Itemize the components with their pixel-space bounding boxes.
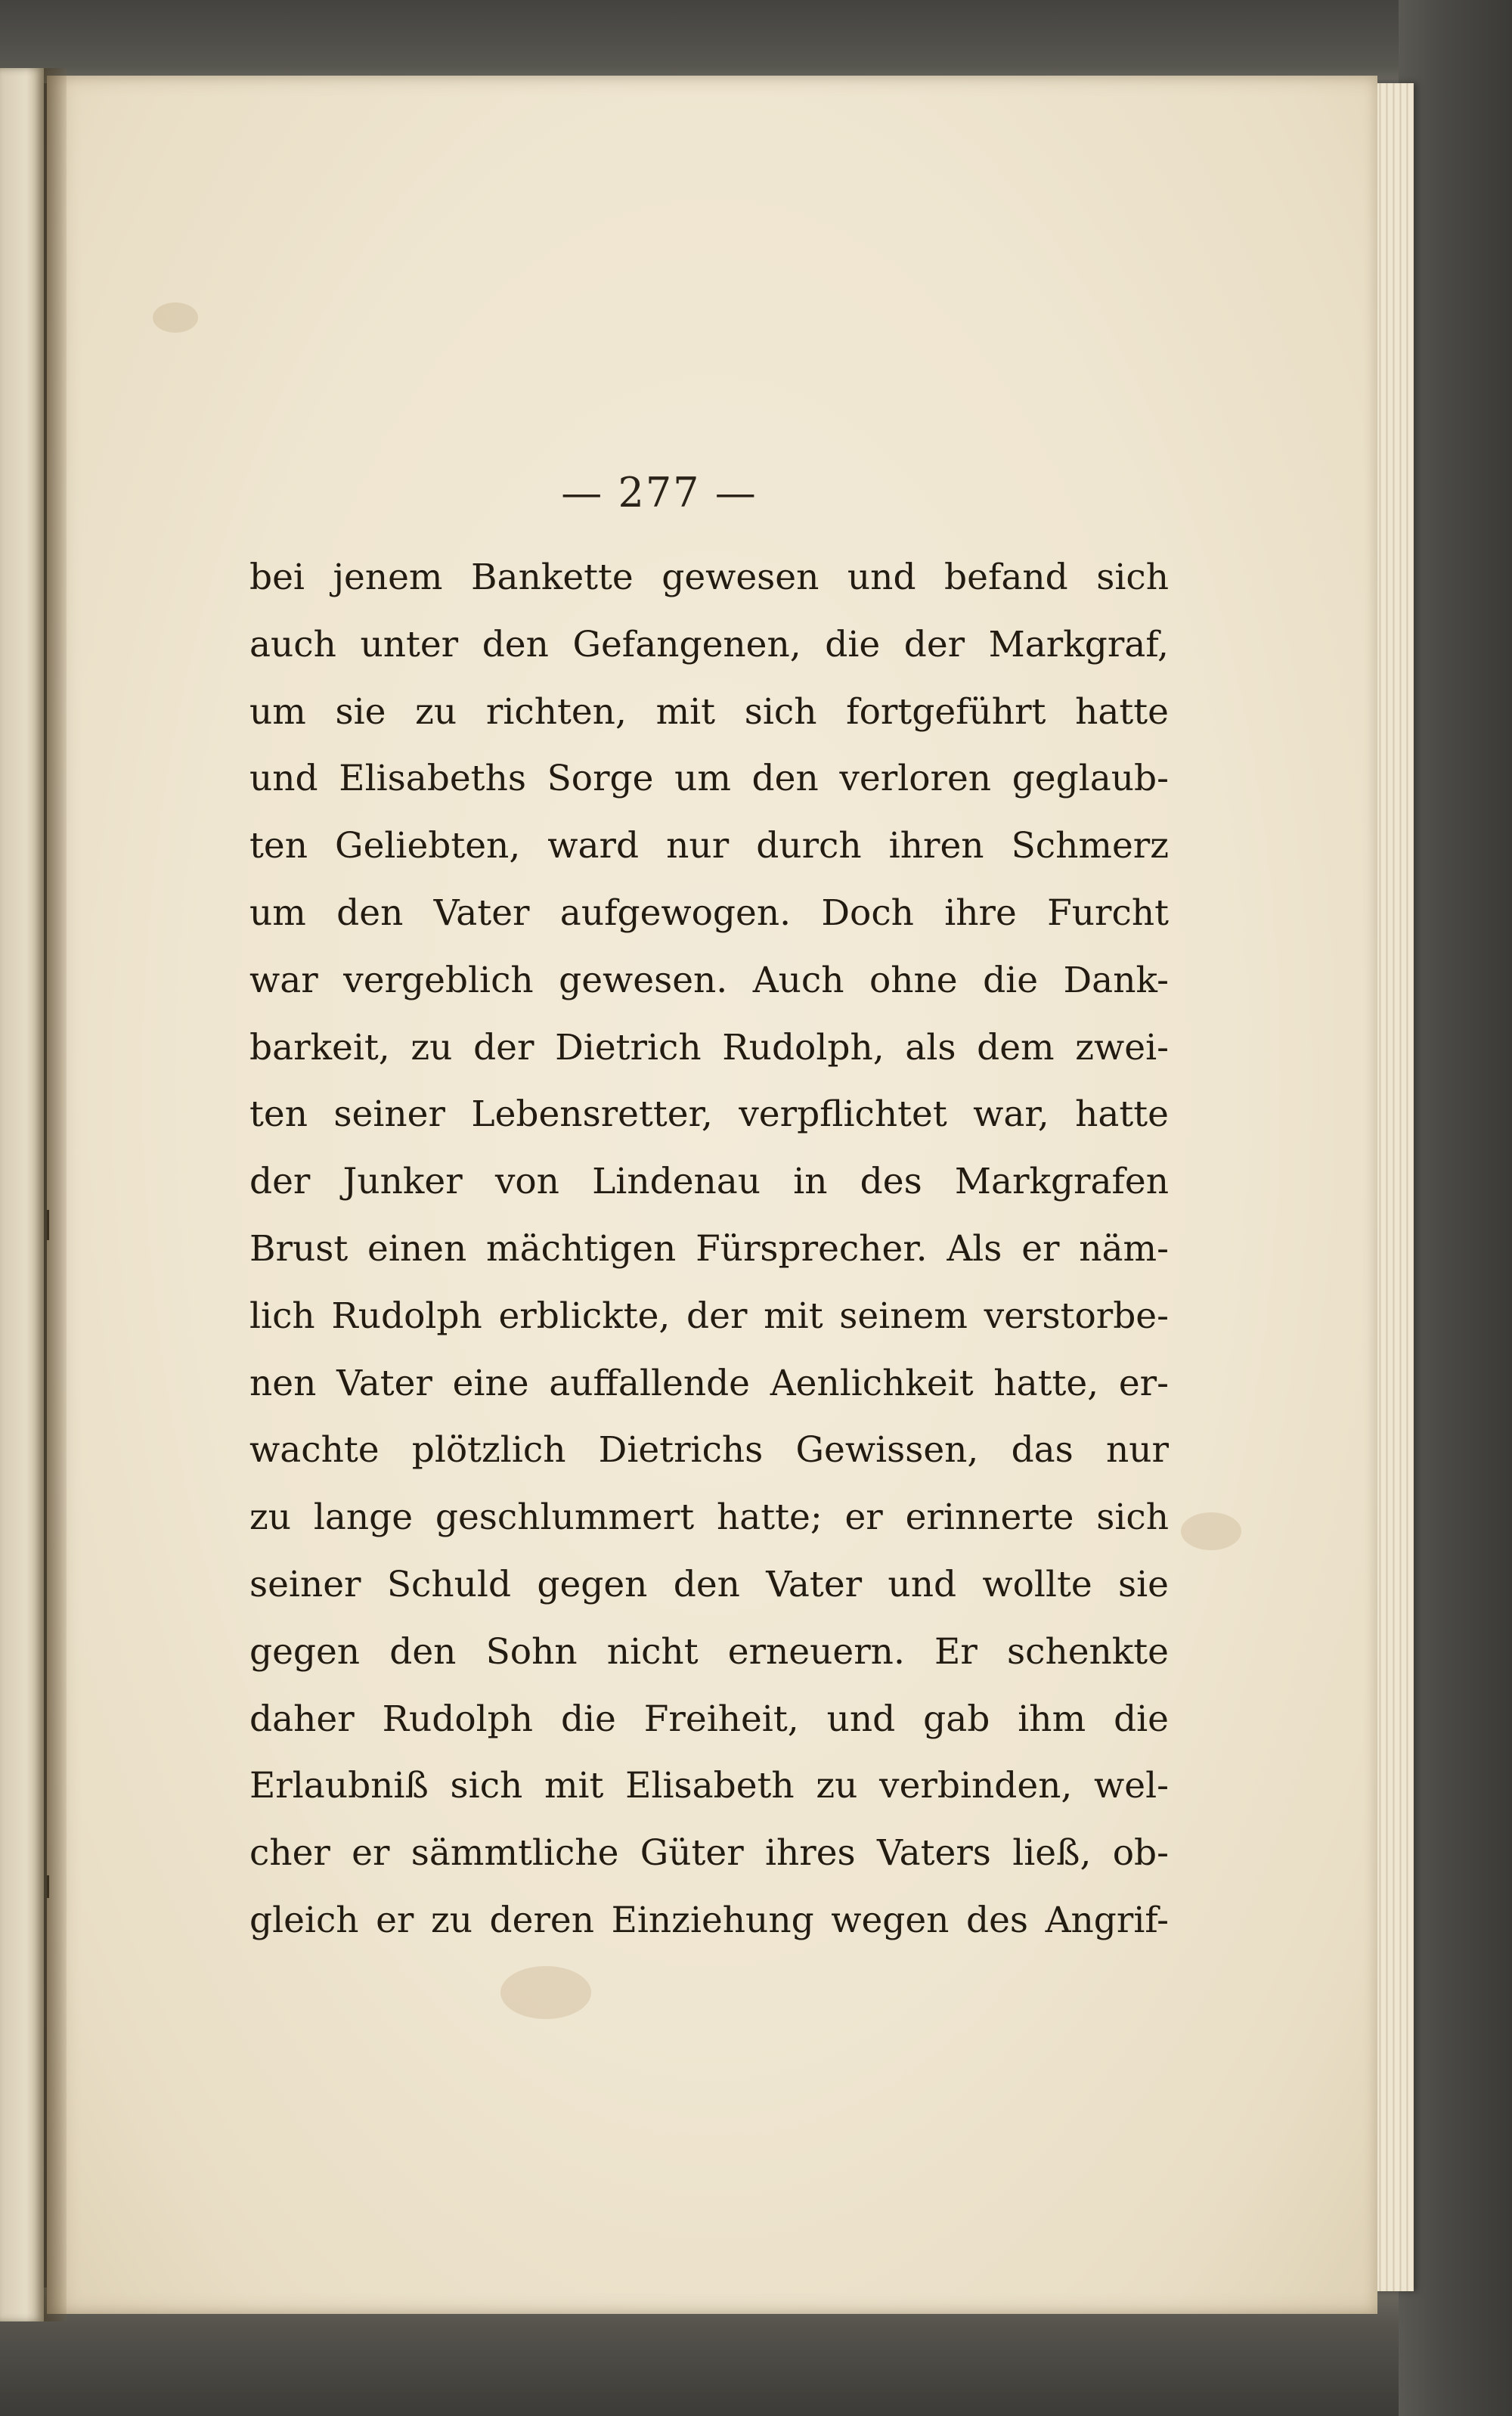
text-line: zu lange geschlummert hatte; er erinnerte sich	[249, 1496, 1169, 1539]
text-line: und Elisabeths Sorge um den verloren geglaub-	[249, 758, 1169, 800]
body-text	[249, 544, 1169, 1955]
text-line: lich Rudolph erblickte, der mit seinem verstorbe-	[249, 1295, 1169, 1337]
text-line: war vergeblich gewesen. Auch ohne die Dank-	[249, 959, 1169, 1001]
previous-page-edge	[0, 68, 44, 2321]
foxing-spot	[153, 302, 198, 333]
text-line: wachte plötzlich Dietrichs Gewissen, das nur	[249, 1429, 1169, 1472]
text-line: gleich er zu deren Einziehung wegen des Angrif-	[249, 1899, 1169, 1941]
page-number: — 277 —	[561, 469, 758, 516]
text-line: um sie zu richten, mit sich fortgeführt hatte	[249, 690, 1169, 733]
text-line: der Junker von Lindenau in des Markgrafen	[249, 1161, 1169, 1203]
text-line: nen Vater eine auffallende Aenlichkeit hatte, er-	[249, 1362, 1169, 1404]
text-line: bei jenem Bankette gewesen und befand sich	[249, 557, 1169, 598]
text-line: gegen den Sohn nicht erneuern. Er schenkte	[249, 1630, 1169, 1673]
text-line: Erlaubniß sich mit Elisabeth zu verbinden, wel-	[249, 1765, 1169, 1807]
text-line: ten Geliebten, ward nur durch ihren Schmerz	[249, 825, 1169, 867]
foxing-spot	[500, 1966, 591, 2019]
book-cover-spine-edge	[1399, 0, 1512, 2416]
book-cover-top	[0, 0, 1512, 83]
text-line: daher Rudolph die Freiheit, und gab ihm die	[249, 1698, 1169, 1740]
text-line: ten seiner Lebensretter, verpflichtet war, hatte	[249, 1093, 1169, 1136]
gutter-shadow	[44, 68, 67, 2321]
foxing-spot	[1181, 1512, 1241, 1550]
text-line: cher er sämmtliche Güter ihres Vaters ließ, ob-	[249, 1832, 1169, 1875]
text-line: seiner Schuld gegen den Vater und wollte sie	[249, 1563, 1169, 1605]
text-line: um den Vater aufgewogen. Doch ihre Furcht	[249, 892, 1169, 934]
text-line: barkeit, zu der Dietrich Rudolph, als dem zwei-	[249, 1026, 1169, 1068]
text-line: auch unter den Gefangenen, die der Markgraf,	[249, 623, 1169, 665]
text-line: Brust einen mächtigen Fürsprecher. Als er näm-	[249, 1227, 1169, 1270]
book-page	[47, 76, 1377, 2314]
